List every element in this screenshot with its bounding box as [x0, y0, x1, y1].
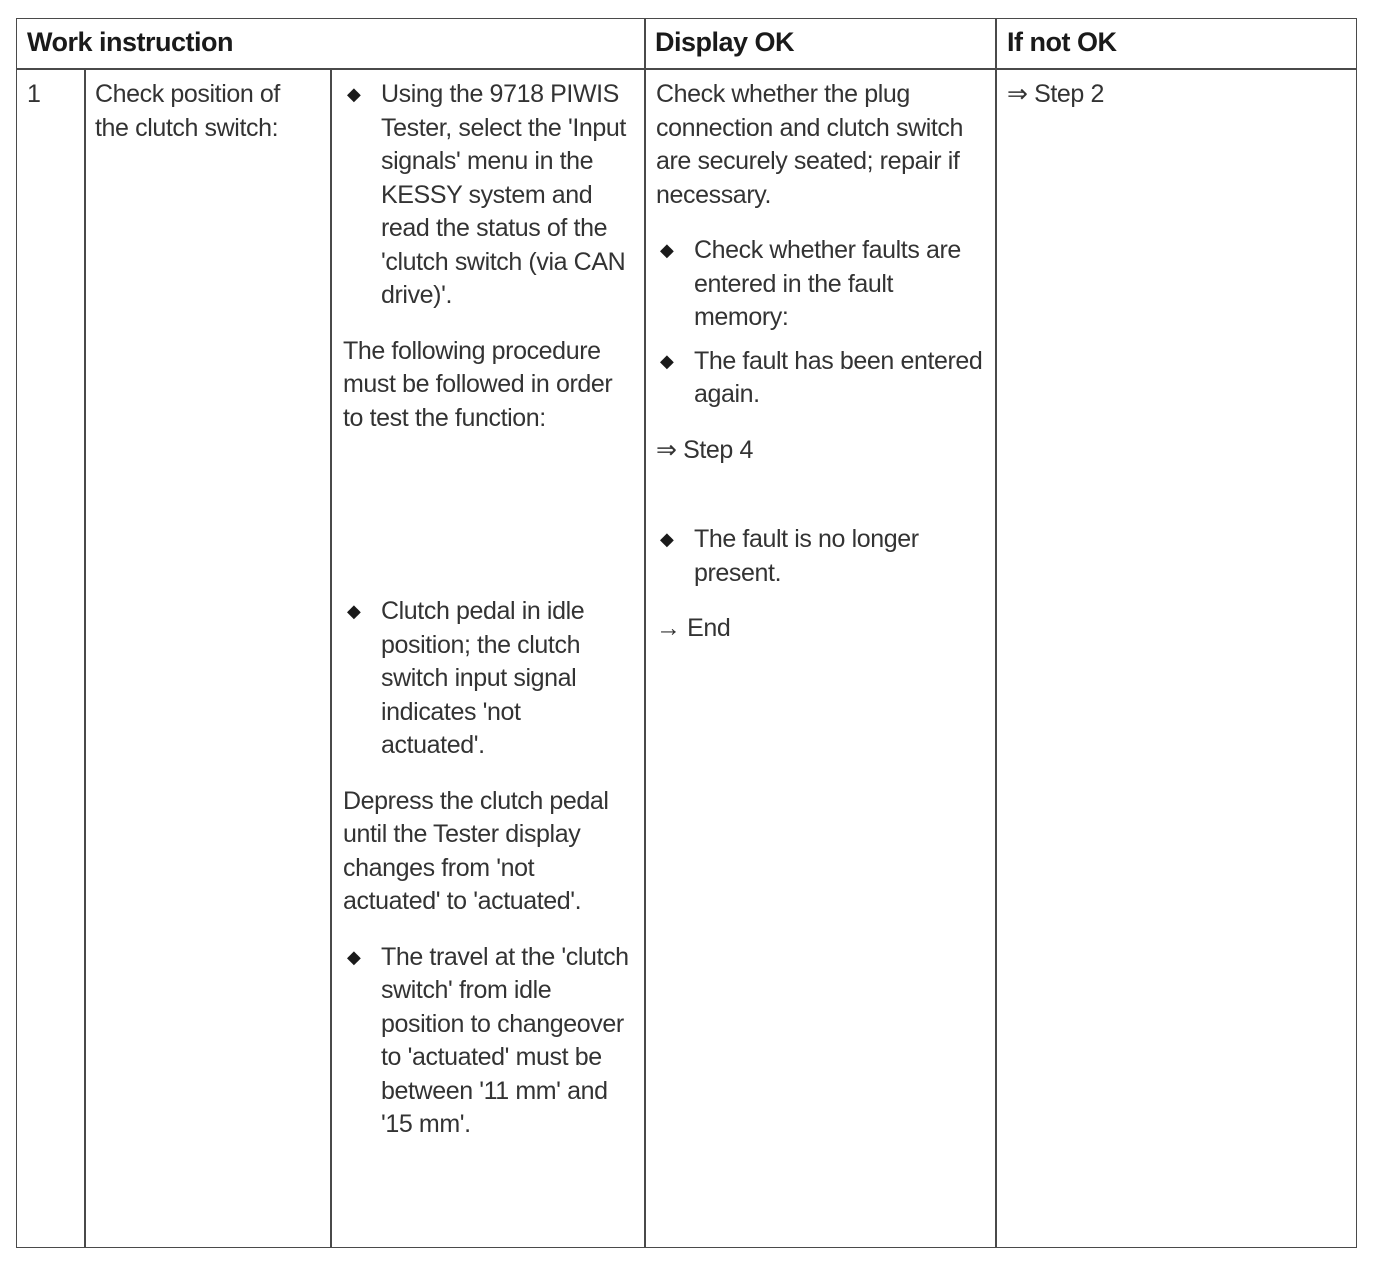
instruction-paragraph: The following procedure must be followed in order to test the function:: [343, 336, 613, 432]
display-ok-bullet: [656, 234, 990, 335]
instruction-paragraph: Depress the clutch pedal until the Tester display changes from 'not actuated' to 'actuated'.: [343, 786, 609, 915]
header-display-ok: Display OK: [655, 27, 795, 57]
display-ok-cell: [656, 78, 990, 646]
header-work-instruction: Work instruction: [27, 27, 234, 57]
goto-end: → End: [656, 614, 731, 642]
display-ok-paragraph: Check whether the plug connection and clutch switch are securely seated; repair if necessary.: [656, 80, 964, 209]
column-divider: [330, 69, 332, 1247]
display-ok-text: The fault is no longer present.: [694, 525, 919, 587]
work-instruction-table: [16, 18, 1357, 1248]
step-number: 1: [27, 80, 41, 108]
step-title: Check position of the clutch switch:: [95, 80, 280, 142]
if-not-ok-cell: ⇒ Step 2: [1007, 80, 1104, 108]
column-divider: [84, 69, 86, 1247]
column-divider: [995, 19, 997, 1247]
diamond-bullet-icon: ◆: [347, 946, 361, 967]
header-if-not-ok: If not OK: [1007, 27, 1117, 57]
column-divider: [644, 19, 646, 1247]
instruction-text: Clutch pedal in idle position; the clutch switch input signal indicates 'not actuated'.: [381, 597, 585, 759]
display-ok-text: The fault has been entered again.: [694, 346, 983, 408]
instruction-bullet: [343, 78, 639, 313]
instruction-bullet: [343, 595, 621, 763]
display-ok-bullet: [656, 523, 990, 590]
goto-step: ⇒ Step 4: [656, 435, 753, 464]
instructions-cell: [343, 78, 635, 1142]
diamond-bullet-icon: ◆: [660, 529, 674, 549]
instruction-text: Using the 9718 PIWIS Tester, select the 'Input signals' menu in the KESSY system and read the status of the 'clutch switch (via CAN drive)'.: [381, 80, 626, 309]
diamond-bullet-icon: ◆: [347, 84, 361, 104]
display-ok-bullet: [656, 345, 990, 412]
display-ok-text: Check whether faults are entered in the fault memory:: [694, 236, 961, 331]
instruction-text: The travel at the 'clutch switch' from idle position to changeover to 'actuated' must be between '11 mm' and '15 mm'.: [381, 942, 629, 1138]
diamond-bullet-icon: ◆: [660, 350, 674, 371]
header-divider: [17, 68, 1356, 70]
diamond-bullet-icon: ◆: [347, 601, 361, 621]
instruction-bullet: [343, 941, 639, 1142]
diamond-bullet-icon: ◆: [660, 240, 674, 260]
